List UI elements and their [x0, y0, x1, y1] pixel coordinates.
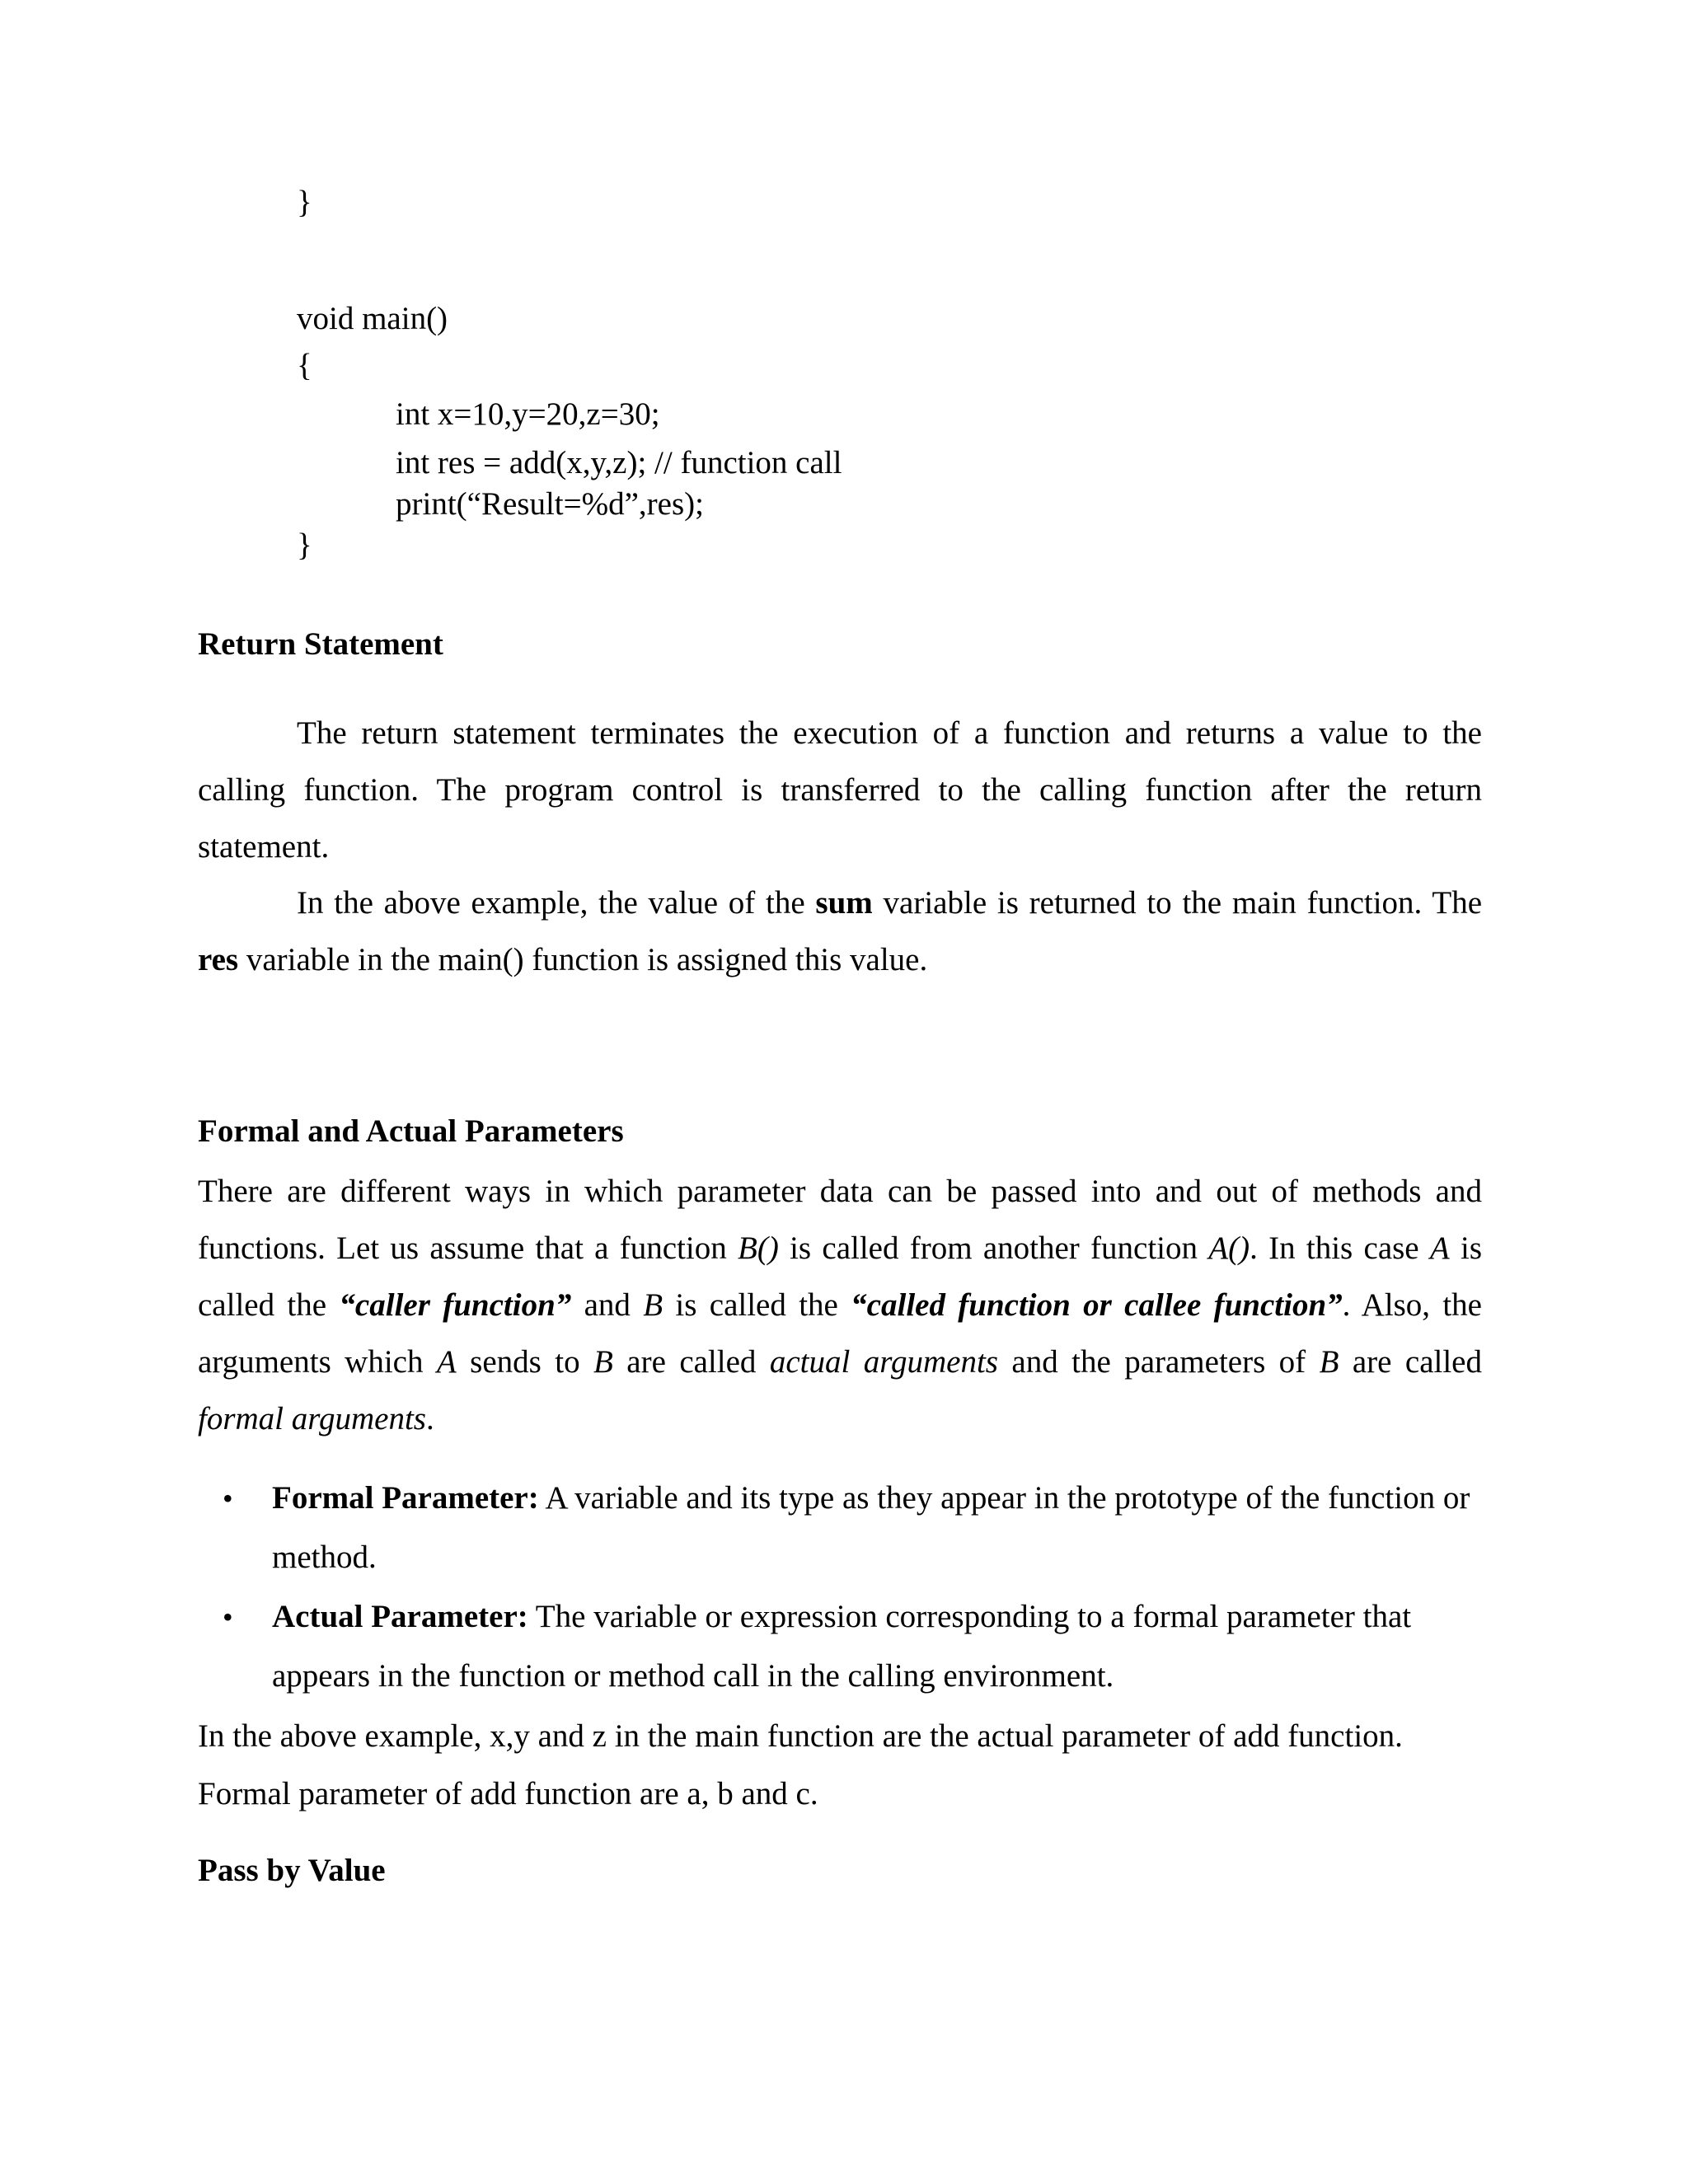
- function-b-ref: B: [1319, 1344, 1339, 1380]
- example-line-actual: In the above example, x,y and z in the main function are the actual parameter of add function.: [198, 1718, 1403, 1754]
- pass-by-value-heading: Pass by Value: [198, 1853, 386, 1888]
- code-line-function-call: int res = add(x,y,z); // function call: [396, 445, 842, 480]
- example-line-formal: Formal parameter of add function are a, b and c.: [198, 1776, 818, 1811]
- code-line-print: print(“Result=%d”,res);: [396, 486, 704, 522]
- caller-function-term: “caller function”: [339, 1287, 572, 1323]
- function-b-ref: B(): [738, 1230, 779, 1266]
- paragraph-text: is called from another function: [778, 1230, 1209, 1266]
- return-example-paragraph: [198, 874, 1482, 988]
- return-example-text: variable in the main() function is assigned this value.: [238, 942, 928, 977]
- return-example-text: variable is returned to the main function. The: [872, 885, 1482, 921]
- function-a-ref: A(): [1208, 1230, 1250, 1266]
- bullet-label: Actual Parameter:: [272, 1599, 528, 1634]
- function-b-ref: B: [593, 1344, 613, 1380]
- paragraph-text: . Also, the arguments which: [198, 1287, 1482, 1380]
- code-line-declaration: int x=10,y=20,z=30;: [396, 396, 660, 432]
- sum-keyword: sum: [815, 885, 873, 921]
- function-a-ref: A: [1429, 1230, 1450, 1266]
- paragraph-text: . In this case: [1250, 1230, 1430, 1266]
- bullet-description: The variable or expression corresponding to a formal parameter that appears in the function or method call in the calling environment.: [272, 1599, 1412, 1694]
- bullet-text: [272, 1469, 1492, 1587]
- paragraph-text: sends to: [456, 1344, 594, 1380]
- bullet-description: A variable and its type as they appear in the prototype of the function or method.: [272, 1480, 1470, 1575]
- bullet-icon: •: [223, 1482, 233, 1515]
- return-paragraph-text: The return statement terminates the execution of a function and returns a value to the calling function. The program control is transferred to the calling function after the return statement.: [198, 715, 1482, 865]
- paragraph-text: are called: [1339, 1344, 1482, 1380]
- formal-actual-heading: Formal and Actual Parameters: [198, 1113, 624, 1149]
- actual-arguments-term: actual arguments: [769, 1344, 998, 1380]
- formal-arguments-term: formal arguments: [198, 1401, 426, 1436]
- paragraph-text: .: [425, 1401, 434, 1436]
- paragraph-text: is called the: [198, 1230, 1483, 1323]
- called-function-term: “called function or callee function”: [851, 1287, 1343, 1323]
- paragraph-text: and: [571, 1287, 644, 1323]
- return-example-text: In the above example, the value of the: [297, 885, 816, 921]
- code-open-brace: {: [297, 348, 312, 383]
- code-closing-brace-main: }: [297, 527, 312, 563]
- paragraph-text: are called: [612, 1344, 770, 1380]
- function-b-ref: B: [643, 1287, 663, 1323]
- res-keyword: res: [198, 942, 239, 977]
- bullet-icon: •: [223, 1601, 233, 1633]
- return-statement-paragraph: [198, 705, 1482, 875]
- paragraph-text: and the parameters of: [997, 1344, 1320, 1380]
- bullet-label: Formal Parameter:: [272, 1480, 539, 1516]
- paragraph-text: is called the: [663, 1287, 851, 1323]
- parameters-paragraph: [198, 1163, 1482, 1447]
- code-main-signature: void main(): [297, 301, 448, 336]
- paragraph-text: There are different ways in which parameter data can be passed into and out of methods and functions. Let us assume that a function: [198, 1174, 1482, 1266]
- return-statement-heading: Return Statement: [198, 626, 443, 662]
- function-a-ref: A: [436, 1344, 457, 1380]
- code-closing-brace: }: [297, 185, 312, 220]
- bullet-text: [272, 1587, 1442, 1706]
